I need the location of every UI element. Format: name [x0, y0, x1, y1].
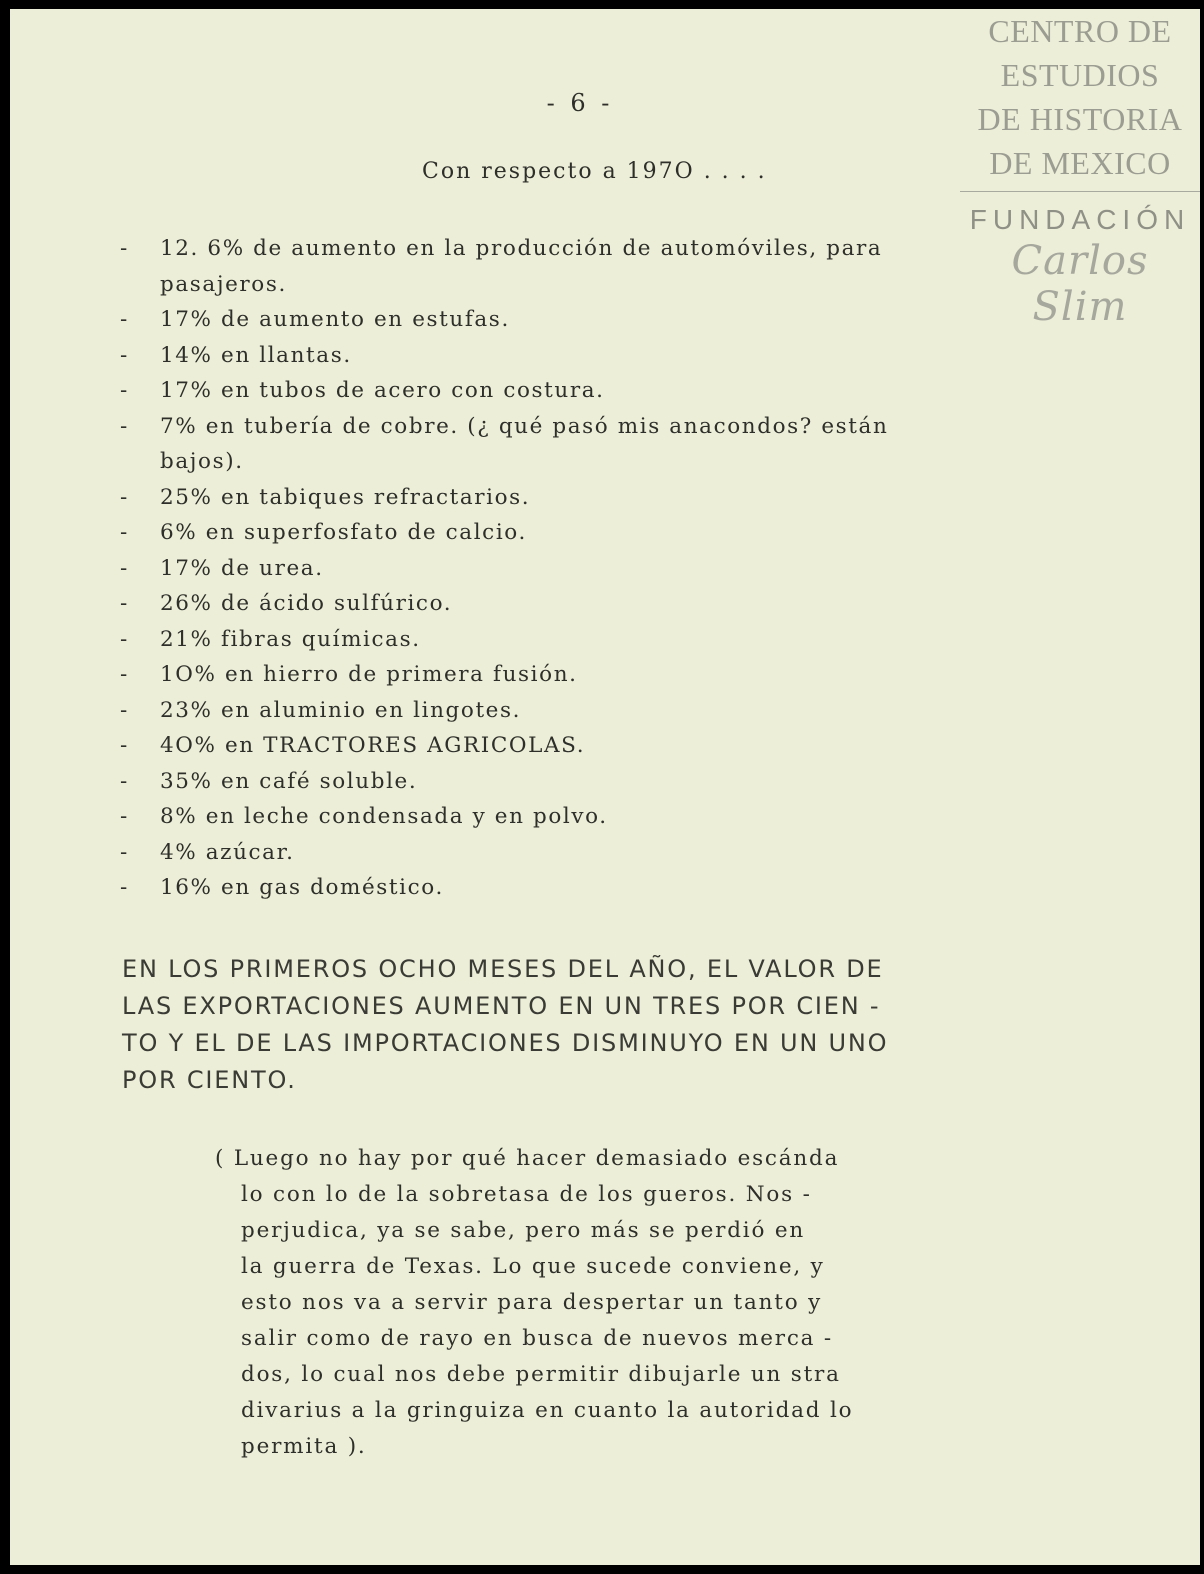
list-item: [120, 622, 1100, 658]
list-item-text: 23% en aluminio en lingotes.: [160, 697, 522, 723]
list-item-text: 16% en gas doméstico.: [160, 875, 444, 900]
list-item-text: 1O% en hierro de primera fusión.: [160, 662, 578, 687]
note-line: dos, lo cual nos debe permitir dibujarle un stra: [241, 1362, 841, 1387]
list-item: [120, 657, 1100, 693]
list-item-text: 26% de ácido sulfúrico.: [160, 591, 453, 616]
list-dash: -: [120, 768, 129, 794]
statistics-list: [120, 231, 1100, 906]
paragraph-line: EN LOS PRIMEROS OCHO MESES DEL AÑO, EL VALOR DE: [122, 955, 884, 983]
watermark-line: DE MEXICO: [989, 145, 1171, 181]
note-line: permita ).: [241, 1434, 367, 1459]
list-item-text: 4% azúcar.: [160, 839, 295, 865]
list-item: [120, 551, 1100, 587]
list-dash: -: [120, 555, 129, 581]
list-item: [120, 480, 1100, 516]
note-line: salir como de rayo en busca de nuevos merca -: [241, 1326, 833, 1351]
list-item-text: 35% en café soluble.: [160, 768, 418, 794]
watermark-line: DE HISTORIA: [977, 101, 1183, 137]
list-dash: -: [120, 804, 129, 829]
paragraph-line: POR CIENTO.: [122, 1066, 297, 1094]
note-line: perjudica, ya se sabe, pero más se perdió en: [241, 1218, 805, 1243]
list-dash: -: [120, 591, 129, 616]
list-item: [120, 338, 1100, 374]
list-dash: -: [120, 733, 129, 758]
list-item: [120, 835, 1100, 871]
list-item-text: 17% de urea.: [160, 555, 324, 581]
note-line: divarius a la gringuiza en cuanto la autoridad lo: [241, 1398, 854, 1423]
list-item-text: 25% en tabiques refractarios.: [160, 484, 531, 510]
list-dash: -: [120, 307, 129, 332]
list-item: [120, 302, 1100, 338]
watermark-line: CENTRO DE: [988, 13, 1172, 49]
commentary-note: [215, 1141, 1035, 1465]
list-dash: -: [120, 697, 129, 723]
list-item-text: 17% en tubos de acero con costura.: [160, 378, 605, 403]
list-item-text: 7% en tubería de cobre. (¿ qué pasó mis anacondos? están: [160, 413, 889, 439]
note-line: lo con lo de la sobretasa de los gueros. Nos -: [241, 1182, 812, 1207]
list-item-text: 8% en leche condensada y en polvo.: [160, 804, 608, 829]
list-item: [120, 799, 1100, 835]
watermark-signature: Carlos Slim: [1011, 238, 1149, 330]
list-item-text: 21% fibras químicas.: [160, 626, 421, 652]
paragraph-line: LAS EXPORTACIONES AUMENTO EN UN TRES POR CIEN -: [122, 992, 881, 1020]
list-item: [120, 231, 1100, 302]
list-item: [120, 515, 1100, 551]
exports-paragraph: [122, 951, 1112, 1099]
list-item-continuation: bajos).: [160, 449, 244, 474]
document-page: [10, 9, 1200, 1565]
page-number: - 6 -: [546, 89, 614, 117]
paragraph-line: TO Y EL DE LAS IMPORTACIONES DISMINUYO EN UN UNO: [122, 1029, 889, 1057]
note-line: esto nos va a servir para despertar un tanto y: [241, 1290, 823, 1315]
list-item-text: 14% en llantas.: [160, 342, 352, 368]
list-item: [120, 764, 1100, 800]
list-item: [120, 870, 1100, 906]
list-dash: -: [120, 626, 129, 652]
watermark-line: ESTUDIOS: [1000, 57, 1160, 93]
note-line: la guerra de Texas. Lo que sucede conviene, y: [241, 1254, 825, 1279]
list-dash: -: [120, 520, 129, 545]
list-item-text: 6% en superfosfato de calcio.: [160, 520, 527, 545]
list-item: [120, 693, 1100, 729]
list-item-text: 17% de aumento en estufas.: [160, 307, 510, 332]
watermark-foundation: FUNDACIÓN: [969, 204, 1191, 235]
list-dash: -: [120, 236, 129, 261]
list-item-text: 4O% en TRACTORES AGRICOLAS.: [160, 733, 586, 758]
list-item: [120, 409, 1100, 480]
list-dash: -: [120, 378, 129, 403]
list-dash: -: [120, 484, 129, 510]
list-item: [120, 728, 1100, 764]
list-item: [120, 373, 1100, 409]
list-dash: -: [120, 342, 129, 368]
note-line: ( Luego no hay por qué hacer demasiado escánda: [215, 1146, 840, 1171]
list-dash: -: [120, 875, 129, 900]
watermark-divider: [960, 191, 1200, 192]
list-dash: -: [120, 839, 129, 865]
list-item-continuation: pasajeros.: [160, 271, 287, 297]
section-heading: Con respecto a 197O . . . .: [422, 159, 767, 184]
list-item: [120, 586, 1100, 622]
list-item-text: 12. 6% de aumento en la producción de automóviles, para: [160, 236, 883, 261]
list-dash: -: [120, 662, 129, 687]
list-dash: -: [120, 413, 129, 439]
